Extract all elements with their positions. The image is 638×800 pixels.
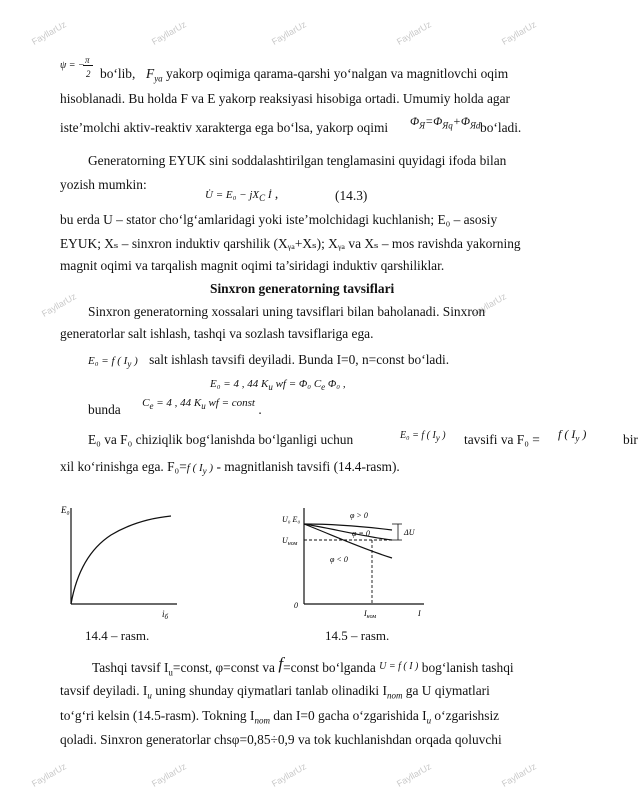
watermark: FayllarUz: [395, 19, 433, 47]
watermark: FayllarUz: [500, 761, 538, 789]
p7-line3: to‘g‘ri kelsin (14.5-rasm). Tokning $I_{nom}$ dan I=0 gacha o‘zgarishida $I_u$ o‘zgarishsiz: [60, 708, 500, 726]
section-heading: Sinxron generatorning tavsiflari: [210, 281, 395, 296]
p3-line3: magnit oqimi va tarqalish magnit oqimi ta’siridagi induktiv qarshiliklar.: [60, 258, 445, 273]
equation-number: (14.3): [335, 188, 368, 203]
p1-text-a: bo‘lib,: [100, 66, 136, 81]
p6-line2: xil ko‘rinishga ega. F₀=f ( $I_y$ ) - magnitlanish tavsifi (14.4-rasm).: [60, 459, 400, 477]
p1-line3: iste’molchi aktiv-reaktiv xarakterga ega bo‘lsa, yakorp oqimi $\Phi_Я=\Phi_{Яq}+\Phi_{Яd}$ bo‘ladi.: [60, 114, 522, 135]
figure-14-4: [55, 500, 185, 625]
watermark: FayllarUz: [30, 761, 68, 789]
p2-line2: yozish mumkin:: [60, 177, 147, 192]
caption-14-4: 14.4 – rasm.: [85, 628, 150, 643]
fig2-phi-neg: φ < 0: [330, 555, 348, 564]
p1-text-b: yakorp oqimiga qarama-qarshi yo‘nalgan va magnitlovchi oqim: [166, 66, 509, 81]
watermark: FayllarUz: [30, 19, 68, 47]
fya: $F_{ya}$: [146, 66, 163, 84]
equation-14-3: U̇ = $E_0 - jX_C$ İ ,: [205, 186, 279, 204]
p5-bunda: bunda $^{C_e = 4 , 44 K_u wf = const}$ .: [88, 397, 262, 417]
p7-line4: qoladi. Sinxron generatorlar chsφ=0,85÷0,9 va tok kuchlanishdan orqada qoluvchi: [60, 732, 502, 747]
caption-14-5: 14.5 – rasm.: [325, 628, 390, 643]
watermark: FayllarUz: [40, 291, 78, 319]
formula-psi-num: π: [85, 55, 90, 65]
p5-line1: E₀ = f ( $I_y$ ) salt ishlash tavsifi deyiladi. Bunda I=0, n=const bo‘ladi.: [88, 352, 450, 370]
p2-line1: Generatorning EYUK sini soddalashtirilgan tenglamasini quyidagi ifoda bilan: [88, 153, 507, 168]
p6-line1: E₀ va F₀ chiziqlik bog‘lanishda bo‘lganligi uchun E₀ = f ( $I_y$ ) tavsifi va F₀ = f ( $I_y$ ) bir: [88, 427, 638, 447]
curve-phi-negative: [304, 524, 392, 558]
p3-line2: EYUK; Xₛ – sinxron induktiv qarshilik (Xᵧₐ+Xₛ); Xᵧₐ va Xₛ – mos ravishda yakorning: [60, 236, 521, 251]
figure-14-5: [280, 500, 430, 625]
fig1-xlabel: $i_б$: [162, 609, 169, 621]
p4-line1: Sinxron generatorning xossalari uning tavsiflari bilan baholanadi. Sinxron: [88, 304, 486, 319]
watermark: FayllarUz: [500, 19, 538, 47]
fig1-ylabel: E₀: [61, 505, 70, 515]
watermark: FayllarUz: [150, 19, 188, 47]
fig2-delta-u: ΔU: [404, 528, 415, 537]
fig2-phi-pos: φ > 0: [350, 511, 368, 520]
fig2-unom: $U_{ном}$: [282, 536, 298, 547]
p3-line1: bu erda U – stator cho‘lg‘amlaridagi yoki iste’molchidagi kuchlanish; E₀ – asosiy: [60, 212, 498, 227]
p7-line2: tavsif deyiladi. $I_u$ uning shunday qiymatlari tanlab olinadiki $I_{nom}$ ga U qiymatlari: [60, 683, 490, 701]
curve-phi-zero: [304, 524, 392, 540]
watermark: FayllarUz: [270, 19, 308, 47]
formula-psi: ψ = −: [60, 60, 85, 71]
watermark: FayllarUz: [395, 761, 433, 789]
p1-line2: hisoblanadi. Bu holda F va E yakorp reaksiyasi hisobiga ortadi. Umumiy holda agar: [60, 91, 510, 106]
fig2-inom: $I_{ном}$: [364, 609, 377, 620]
p4-line2: generatorlar salt ishlash, tashqi va sozlash tavsiflariga ega.: [60, 326, 374, 341]
watermark: FayllarUz: [150, 761, 188, 789]
watermark: FayllarUz: [270, 761, 308, 789]
fig2-phi-zero: φ = 0: [352, 529, 370, 538]
watermark: FayllarUz: [470, 291, 508, 319]
fig2-x-axis-label: I: [418, 609, 421, 618]
fig2-ylabel: U₀ E₀: [282, 515, 301, 524]
p5-eq2: E₀ = 4 , 44 $K_u$ wf = Φ₀ $C_e$ Φ₀ ,: [210, 378, 346, 393]
fig2-origin: 0: [294, 601, 298, 610]
p7-line1: Tashqi tavsif $I_u=const$, φ=const va f=const bo‘lganda $^{U = f ( I )}$ bog‘lanish tashqi: [92, 654, 514, 678]
flux-formula: $\Phi_Я=\Phi_{Яq}+\Phi_{Яd}$: [410, 114, 481, 131]
magnetization-curve: [71, 516, 171, 604]
formula-psi-den: 2: [86, 69, 91, 79]
